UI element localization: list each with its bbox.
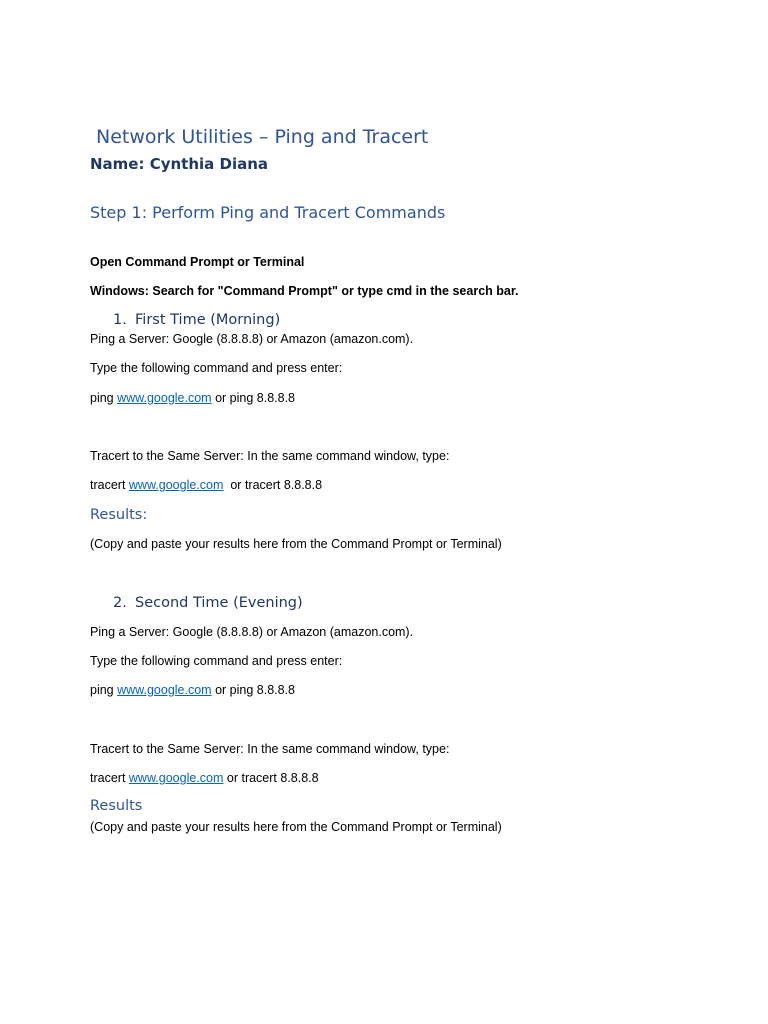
section-2-tracert-link[interactable]: www.google.com [128, 771, 224, 785]
section-1-number: 1. [113, 312, 127, 328]
open-prompt-text: Open Command Prompt or Terminal [90, 255, 305, 269]
section-2-ping-server: Ping a Server: Google (8.8.8.8) or Amazon (amazon.com). [90, 625, 414, 639]
section-1-tracert-intro: Tracert to the Same Server: In the same command window, type: [90, 449, 450, 463]
section-2-results-note: (Copy and paste your results here from the Command Prompt or Terminal) [90, 820, 502, 834]
section-1-results-heading: Results: [90, 507, 148, 523]
section-2-results-heading: Results [90, 798, 143, 814]
section-1-tracert-command: tracert www.google.com or tracert 8.8.8.8 [90, 478, 323, 492]
section-1-ping-server: Ping a Server: Google (8.8.8.8) or Amazon (amazon.com). [90, 332, 414, 346]
section-2-number: 2. [113, 595, 127, 611]
section-2-type-following: Type the following command and press enter: [90, 654, 343, 668]
section-2-heading [113, 595, 303, 611]
section-2-tracert-command: tracert www.google.com or tracert 8.8.8.8 [90, 771, 319, 785]
section-2-ping-link[interactable]: www.google.com [117, 683, 212, 697]
section-1-ping-command: ping www.google.com or ping 8.8.8.8 [90, 391, 296, 405]
step1-heading: Step 1: Perform Ping and Tracert Commands [90, 203, 446, 222]
section-1-heading [113, 312, 280, 328]
section-2-ping-command: ping www.google.com or ping 8.8.8.8 [90, 683, 296, 697]
author-name: Name: Cynthia Diana [90, 155, 269, 173]
section-1-title: First Time (Morning) [135, 312, 281, 328]
section-2-title: Second Time (Evening) [135, 595, 303, 611]
section-2-tracert-intro: Tracert to the Same Server: In the same command window, type: [90, 742, 450, 756]
section-1-type-following: Type the following command and press enter: [90, 361, 343, 375]
section-1-results-note: (Copy and paste your results here from the Command Prompt or Terminal) [90, 537, 502, 551]
windows-instruction-text: Windows: Search for "Command Prompt" or type cmd in the search bar. [90, 284, 519, 298]
document-title: Network Utilities – Ping and Tracert [96, 126, 429, 148]
section-1-tracert-link[interactable]: www.google.com [128, 478, 224, 492]
section-1-ping-link[interactable]: www.google.com [117, 391, 212, 405]
